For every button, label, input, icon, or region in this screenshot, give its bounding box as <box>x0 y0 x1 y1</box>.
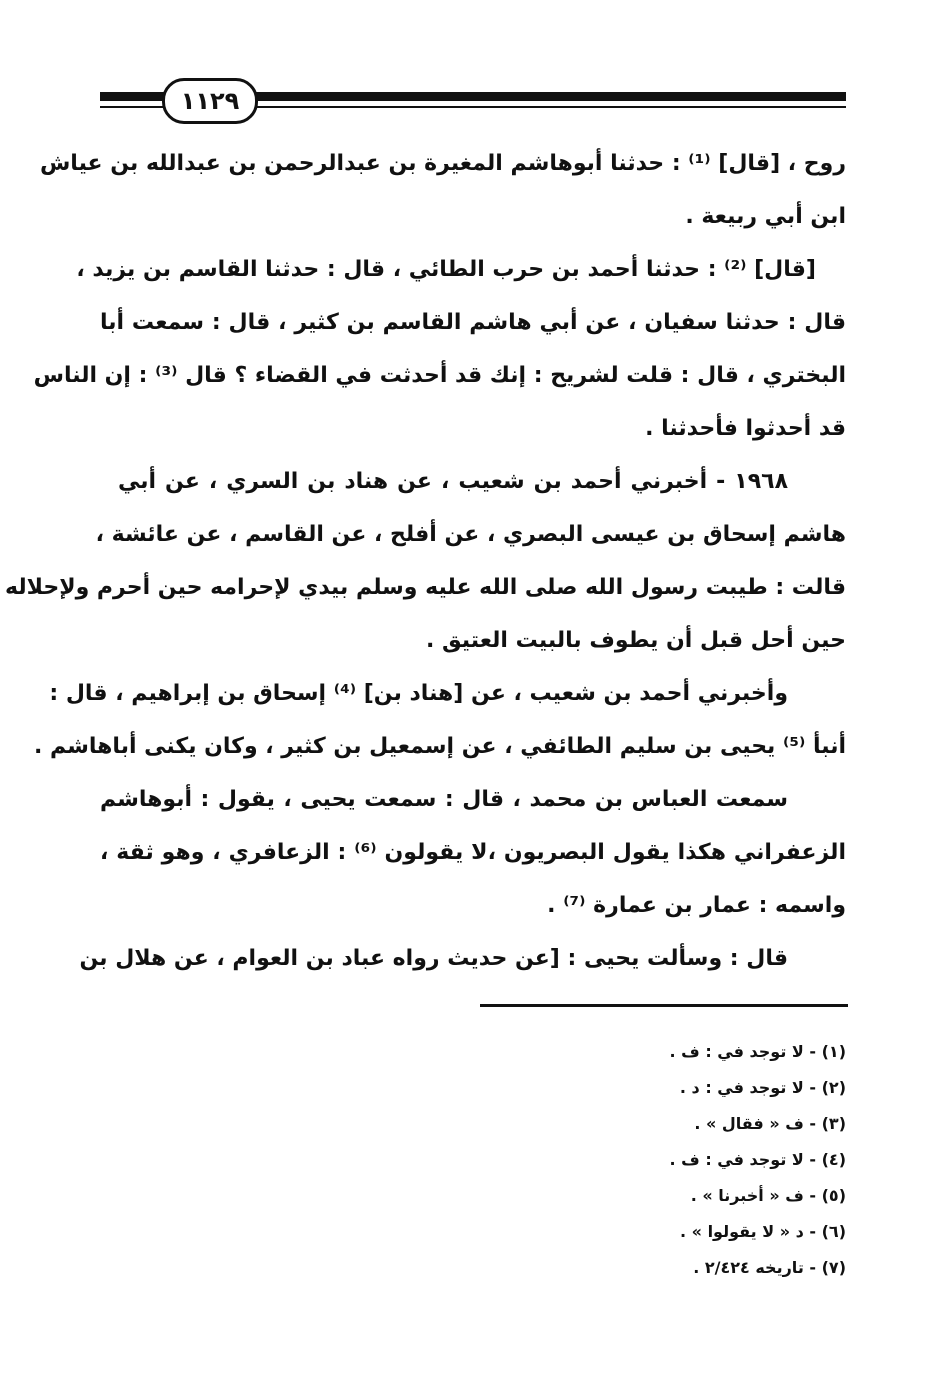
main-text <box>5 137 846 985</box>
text-line: حين أحل قبل أن يطوف بالبيت العتيق . <box>425 628 846 653</box>
footnote: (٤) - لا توجد في : ف . <box>669 1150 846 1169</box>
text-line: ١٩٦٨ - أخبرني أحمد بن شعيب ، عن هناد بن السري ، عن أبي <box>118 469 788 494</box>
text-line: الزعفراني هكذا يقول البصريون ،لا يقولون ⁽⁶⁾ : الزعافري ، وهو ثقة ، <box>100 840 846 865</box>
page-header <box>100 78 846 128</box>
footnote: (١) - لا توجد في : ف . <box>669 1042 846 1061</box>
text-line: واسمه : عمار بن عمارة ⁽⁷⁾ . <box>547 893 846 918</box>
footnote: (٣) - ف « فقال » . <box>694 1114 846 1133</box>
footnote: (٦) - د « لا يقولوا » . <box>680 1222 846 1241</box>
text-line: قال : وسألت يحيى : [عن حديث رواه عباد بن العوام ، عن هلال بن <box>79 946 788 971</box>
footnote: (٥) - ف « أخبرنا » . <box>690 1186 846 1205</box>
page-number: ١١٢٩ <box>162 78 258 124</box>
footnote: (٢) - لا توجد في : د . <box>679 1078 846 1097</box>
text-line: روح ، [قال] ⁽¹⁾ : حدثنا أبوهاشم المغيرة بن عبدالرحمن بن عبدالله بن عياش <box>39 151 846 176</box>
text-line: قال : حدثنا سفيان ، عن أبي هاشم القاسم بن كثير ، قال : سمعت أبا <box>100 310 846 335</box>
text-line: قالت : طيبت رسول الله صلى الله عليه وسلم بيدي لإحرامه حين أحرم ولإحلاله <box>5 575 846 600</box>
text-line: أنبأ ⁽⁵⁾ يحيى بن سليم الطائفي ، عن إسمعيل بن كثير ، وكان يكنى أباهاشم . <box>34 734 846 759</box>
footnote-divider <box>480 1004 848 1007</box>
text-line: هاشم إسحاق بن عيسى البصري ، عن أفلح ، عن القاسم ، عن عائشة ، <box>95 522 846 547</box>
text-line: [قال] ⁽²⁾ : حدثنا أحمد بن حرب الطائي ، قال : حدثنا القاسم بن يزيد ، <box>76 257 816 282</box>
text-line: ابن أبي ربيعة . <box>685 204 846 229</box>
text-line: سمعت العباس بن محمد ، قال : سمعت يحيى ، يقول : أبوهاشم <box>100 787 788 812</box>
text-line: قد أحدثوا فأحدثنا . <box>645 416 846 441</box>
text-line: البختري ، قال : قلت لشريح : إنك قد أحدثت في القضاء ؟ قال ⁽³⁾ : إن الناس <box>33 363 846 388</box>
footnote: (٧) - تاريخه ٢/٤٢٤ . <box>693 1258 846 1277</box>
text-line: وأخبرني أحمد بن شعيب ، عن [هناد بن] ⁽⁴⁾ إسحاق بن إبراهيم ، قال : <box>49 681 788 706</box>
footnotes <box>300 1034 846 1286</box>
